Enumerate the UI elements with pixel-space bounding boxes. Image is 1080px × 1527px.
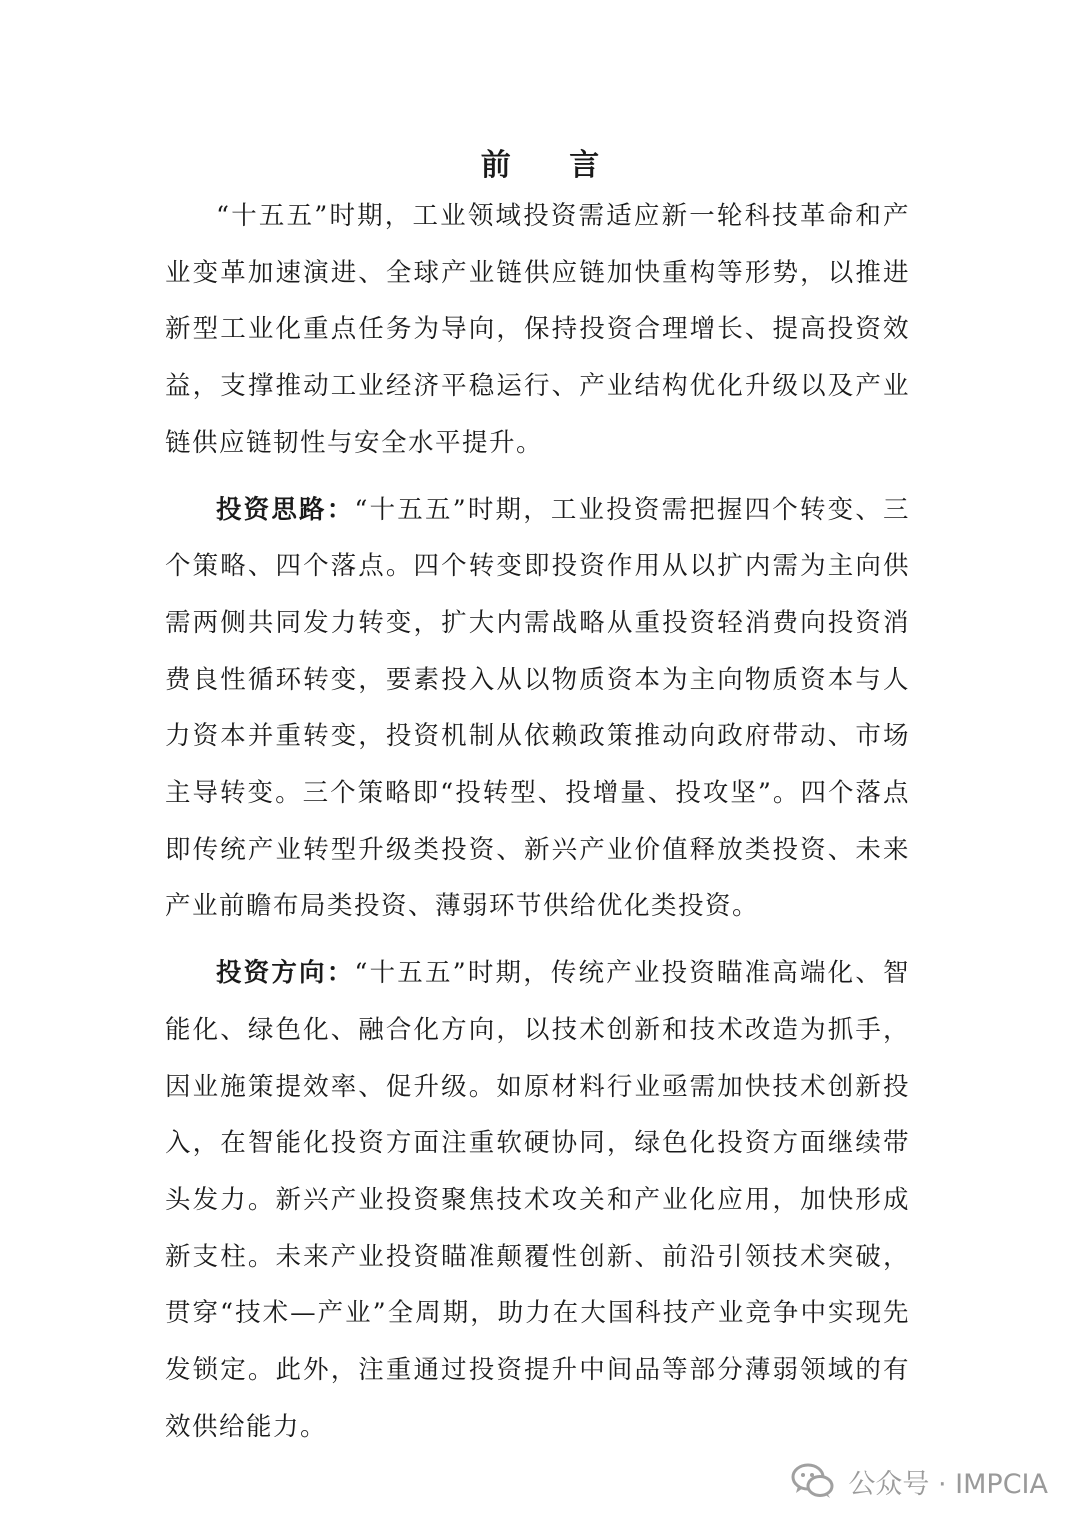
paragraph-lead: 投资思路： xyxy=(216,494,355,525)
paragraph-lead: 投资方向： xyxy=(216,958,355,989)
page-title: 前 言 xyxy=(480,148,624,183)
watermark xyxy=(790,1461,1048,1501)
paragraph-text: “十五五”时期，工业投资需把握四个转变、三个策略、四个落点。四个转变即投资作用从以扩内需为主向供需两侧共同发力转变，扩大内需战略从重投资轻消费向投资消费良性循环转变，要素投入从以物质资本为主向物质资本与人力资本并重转变，投资机制从依赖政策推动向政府带动、市场主导转变。三个策略即“投转型、投增量、投攻坚”。四个落点即传统产业转型升级类投资、新兴产业价值释放类投资、未来产业前瞻布局类投资、薄弱环节供给优化类投资。 xyxy=(165,494,910,922)
watermark-text: 公众号 · IMPCIA xyxy=(848,1468,1048,1500)
paragraph-investment-approach xyxy=(165,482,910,936)
paragraph-text: “十五五”时期，工业领域投资需适应新一轮科技革命和产业变革加速演进、全球产业链供应链加快重构等形势，以推进新型工业化重点任务为导向，保持投资合理增长、提高投资效益，支撑推动工业经济平稳运行、产业结构优化升级以及产业链供应链韧性与安全水平提升。 xyxy=(165,201,910,458)
wechat-official-account-icon xyxy=(790,1461,836,1501)
paragraph-text: “十五五”时期，传统产业投资瞄准高端化、智能化、绿色化、融合化方向，以技术创新和技术改造为抓手，因业施策提效率、促升级。如原材料行业亟需加快技术创新投入，在智能化投资方面注重软硬协同，绿色化投资方面继续带头发力。新兴产业投资聚焦技术攻关和产业化应用，加快形成新支柱。未来产业投资瞄准颠覆性创新、前沿引领技术突破，贯穿“技术—产业”全周期，助力在大国科技产业竞争中实现先发锁定。此外，注重通过投资提升中间品等部分薄弱领域的有效供给能力。 xyxy=(165,958,910,1442)
paragraph-intro xyxy=(165,188,910,472)
document-body xyxy=(165,188,910,1465)
paragraph-investment-direction xyxy=(165,945,910,1455)
